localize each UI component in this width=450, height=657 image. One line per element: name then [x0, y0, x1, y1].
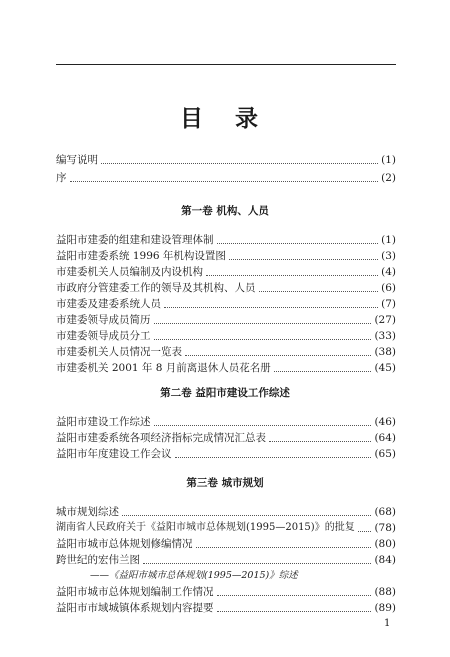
toc-entry[interactable] [56, 537, 396, 551]
toc-entry-text: 城市规划综述 [56, 506, 119, 518]
toc-entry-text: 湖南省人民政府关于《益阳市城市总体规划(1995—2015)》的批复 [56, 522, 355, 533]
toc-entry-text: 编写说明 [56, 154, 98, 166]
toc-entry-text: 市建委领导成员分工 [56, 330, 151, 342]
toc-entry-page: (68) [374, 506, 396, 518]
toc-entry-text: 市建委领导成员简历 [56, 314, 151, 326]
toc-entry[interactable] [56, 265, 396, 279]
leader-dots [217, 594, 372, 596]
leader-dots [154, 322, 372, 324]
toc-entry[interactable] [56, 233, 396, 247]
toc-entry-page: (3) [381, 250, 396, 262]
toc-entry-text: 市政府分管建委工作的领导及其机构、人员 [56, 282, 256, 294]
toc-entry[interactable] [56, 601, 396, 615]
toc-entry[interactable] [56, 553, 396, 567]
toc-entry-text: 益阳市建委的组建和建设管理体制 [56, 234, 214, 246]
toc-entry-text: 市建委机关 2001 年 8 月前离退休人员花名册 [56, 362, 271, 374]
toc-entry-page: (27) [374, 314, 396, 326]
toc-entry-page: (33) [374, 330, 396, 342]
toc-entry-page: (88) [374, 586, 396, 598]
toc-entry-page: (7) [381, 298, 396, 310]
toc-entry-page: (6) [381, 282, 396, 294]
toc-entry-page: (1) [381, 234, 396, 246]
toc-entry[interactable] [56, 505, 396, 519]
leader-dots [217, 610, 372, 612]
leader-dots [196, 546, 372, 548]
leader-dots [185, 354, 371, 356]
toc-entry-page: (1) [381, 154, 396, 166]
toc-entry-page: (65) [374, 448, 396, 460]
leader-dots [229, 258, 378, 260]
leader-dots [274, 370, 372, 372]
leader-dots [154, 424, 372, 426]
toc-entry-text: 市建委机关人员编制及内设机构 [56, 266, 203, 278]
toc-entry[interactable] [56, 297, 396, 311]
toc-entry-page: (4) [381, 266, 396, 278]
section-heading: 第三卷 城市规划 [186, 477, 264, 489]
toc-entry[interactable] [56, 585, 396, 599]
toc-entry-text: 益阳市建委系统各项经济指标完成情况汇总表 [56, 432, 266, 444]
leader-dots [259, 290, 379, 292]
toc-entry[interactable] [56, 521, 396, 535]
leader-dots [122, 514, 371, 516]
leader-dots [143, 562, 371, 564]
page-title: 目 录 [179, 106, 270, 132]
toc-entry[interactable] [56, 171, 396, 185]
toc-entry-text: 益阳市建设工作综述 [56, 416, 151, 428]
toc-entry-page: (46) [374, 416, 396, 428]
leader-dots [164, 306, 378, 308]
toc-entry-text: 跨世纪的宏伟兰图 [56, 554, 140, 566]
toc-subnote [90, 569, 396, 583]
leader-dots [70, 180, 379, 182]
toc-entry-text: 市建委及建委系统人员 [56, 298, 161, 310]
toc-entry-page: (80) [374, 538, 396, 550]
toc-entry-text: 益阳市城市总体规划编制工作情况 [56, 586, 214, 598]
toc-entry[interactable] [56, 345, 396, 359]
toc-entry[interactable] [56, 313, 396, 327]
toc-entry[interactable] [56, 361, 396, 375]
toc-entry-text: 益阳市建委系统 1996 年机构设置图 [56, 250, 226, 262]
leader-dots [206, 274, 378, 276]
page-number: 1 [384, 618, 391, 629]
leader-dots [154, 338, 372, 340]
top-rule [56, 64, 396, 65]
toc-entry-page: (89) [374, 602, 396, 614]
toc-entry[interactable] [56, 415, 396, 429]
toc-entry[interactable] [56, 329, 396, 343]
toc-subnote-text: ——《益阳市城市总体规划(1995—2015)》综述 [90, 570, 298, 581]
toc-entry-page: (84) [374, 554, 396, 566]
toc-entry[interactable] [56, 431, 396, 445]
section-heading: 第二卷 益阳市建设工作综述 [160, 387, 290, 399]
toc-entry[interactable] [56, 447, 396, 461]
toc-entry-page: (2) [381, 172, 396, 184]
leader-dots [269, 440, 371, 442]
leader-dots [217, 242, 379, 244]
toc-entry-text: 序 [56, 172, 67, 184]
leader-dots [358, 530, 372, 532]
toc-entry[interactable] [56, 281, 396, 295]
toc-entry-page: (45) [374, 362, 396, 374]
toc-entry-text: 益阳市城市总体规划修编情况 [56, 538, 193, 550]
toc-entry-page: (64) [374, 432, 396, 444]
toc-entry[interactable] [56, 153, 396, 167]
toc-entry-text: 市建委机关人员情况一览表 [56, 346, 182, 358]
leader-dots [175, 456, 372, 458]
section-heading: 第一卷 机构、人员 [181, 205, 269, 217]
toc-entry-page: (78) [374, 522, 396, 534]
toc-entry[interactable] [56, 249, 396, 263]
toc-entry-text: 益阳市年度建设工作会议 [56, 448, 172, 460]
toc-entry-page: (38) [374, 346, 396, 358]
toc-entry-text: 益阳市市域城镇体系规划内容提要 [56, 602, 214, 614]
leader-dots [101, 162, 378, 164]
